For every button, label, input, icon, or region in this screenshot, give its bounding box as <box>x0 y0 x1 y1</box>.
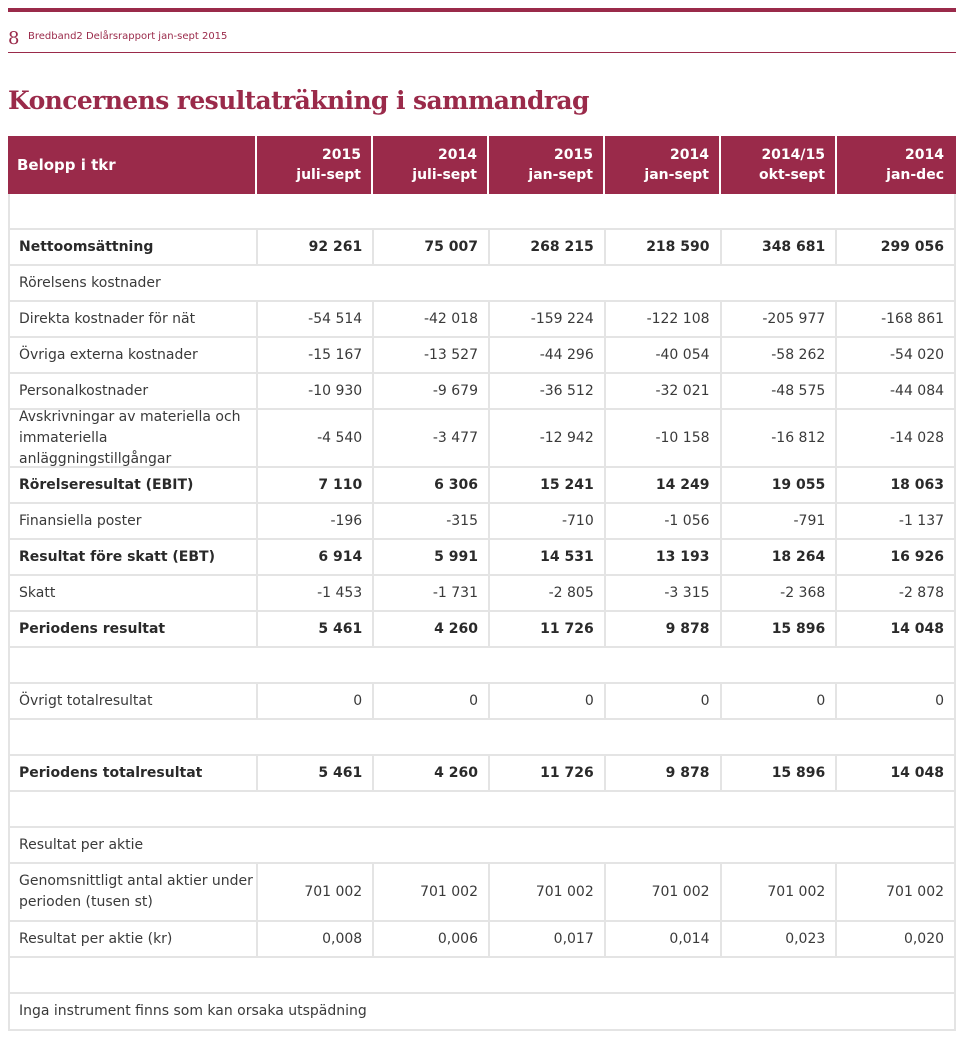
spacer-row <box>8 648 956 684</box>
row-value: 18 063 <box>890 477 945 493</box>
row-value: 701 002 <box>374 864 490 920</box>
row-value: 6 306 <box>374 468 490 502</box>
row-value: -791 <box>722 504 838 538</box>
row-value: 5 461 <box>258 612 374 646</box>
row-value: 0,008 <box>258 922 374 956</box>
spacer-row <box>8 720 956 756</box>
spacer-cell <box>10 194 954 228</box>
row-value: -168 861 <box>881 311 945 327</box>
row-label: Övrigt totalresultat <box>10 684 258 718</box>
table-row <box>8 302 956 338</box>
table-row <box>8 864 956 922</box>
spacer-row <box>8 792 956 828</box>
row-value: 14 048 <box>890 621 945 637</box>
row-value: -3 477 <box>374 410 490 466</box>
table-row <box>8 612 956 648</box>
row-value: 15 896 <box>722 756 838 790</box>
table-row <box>8 576 956 612</box>
row-value: -44 084 <box>889 383 945 399</box>
table-row <box>8 756 956 792</box>
row-value: -44 296 <box>490 338 606 372</box>
row-value: 4 260 <box>374 756 490 790</box>
row-value: -32 021 <box>606 374 722 408</box>
row-label: Nettoomsättning <box>10 230 258 264</box>
row-value: 75 007 <box>374 230 490 264</box>
row-value: -2 878 <box>898 585 945 601</box>
table-row <box>8 374 956 410</box>
spacer-row <box>8 958 956 994</box>
table-row <box>8 230 956 266</box>
row-value: -13 527 <box>374 338 490 372</box>
section-label: Rörelsens kostnader <box>19 274 161 291</box>
row-value: 18 264 <box>722 540 838 574</box>
row-value: -48 575 <box>722 374 838 408</box>
row-label: Periodens resultat <box>10 612 258 646</box>
row-label: Rörelseresultat (EBIT) <box>10 468 258 502</box>
top-accent-bar <box>8 8 956 12</box>
header-label: Belopp i tkr <box>8 136 257 194</box>
page-title: Koncernens resultaträkning i sammandrag <box>8 86 589 115</box>
column-header: 2014/15 okt-sept <box>721 136 837 194</box>
row-value: 19 055 <box>722 468 838 502</box>
row-label: Avskrivningar av materiella och immateriella anläggningstillgångar <box>10 410 258 466</box>
row-value: 218 590 <box>606 230 722 264</box>
row-value: -159 224 <box>490 302 606 336</box>
row-value: -1 056 <box>606 504 722 538</box>
row-value: 701 002 <box>886 884 945 900</box>
footnote-label: Inga instrument finns som kan orsaka utspädning <box>19 1003 367 1019</box>
row-value: -710 <box>490 504 606 538</box>
row-value: 0 <box>374 684 490 718</box>
row-label: Finansiella poster <box>10 504 258 538</box>
row-value: 0,020 <box>903 931 945 947</box>
row-value: 0,017 <box>490 922 606 956</box>
row-value: -1 137 <box>898 513 945 529</box>
section-row <box>8 828 956 864</box>
row-value: 6 914 <box>258 540 374 574</box>
table-row <box>8 410 956 468</box>
row-label: Övriga externa kostnader <box>10 338 258 372</box>
row-label: Skatt <box>10 576 258 610</box>
row-value: -36 512 <box>490 374 606 408</box>
row-value: 0 <box>490 684 606 718</box>
row-value: 9 878 <box>606 612 722 646</box>
row-label: Personalkostnader <box>10 374 258 408</box>
income-statement-table <box>8 136 956 1031</box>
row-value: -15 167 <box>258 338 374 372</box>
spacer-cell <box>10 720 954 754</box>
row-label: Resultat före skatt (EBT) <box>10 540 258 574</box>
table-row <box>8 684 956 720</box>
row-value: -205 977 <box>722 302 838 336</box>
row-value: 9 878 <box>606 756 722 790</box>
row-value: 701 002 <box>258 864 374 920</box>
row-value: 0 <box>722 684 838 718</box>
row-value: -2 368 <box>722 576 838 610</box>
row-value: 0,014 <box>606 922 722 956</box>
row-value: 14 531 <box>490 540 606 574</box>
row-value: -315 <box>374 504 490 538</box>
row-value: 16 926 <box>890 549 945 565</box>
row-value: 0 <box>258 684 374 718</box>
row-label: Periodens totalresultat <box>10 756 258 790</box>
spacer-cell <box>10 648 954 682</box>
row-label: Resultat per aktie (kr) <box>10 922 258 956</box>
footnote-row <box>8 994 956 1031</box>
row-value: -14 028 <box>889 430 945 446</box>
section-label: Resultat per aktie <box>19 836 144 853</box>
row-value: 701 002 <box>490 864 606 920</box>
row-value: -1 453 <box>258 576 374 610</box>
row-value: 299 056 <box>880 239 945 255</box>
column-header: 2014 juli-sept <box>373 136 489 194</box>
row-value: 5 461 <box>258 756 374 790</box>
row-value: 92 261 <box>258 230 374 264</box>
row-value: 268 215 <box>490 230 606 264</box>
row-value: 348 681 <box>722 230 838 264</box>
column-header: 2015 jan-sept <box>489 136 605 194</box>
row-value: -54 020 <box>889 347 945 363</box>
row-value: 15 241 <box>490 468 606 502</box>
row-value: -54 514 <box>258 302 374 336</box>
report-subtitle: Bredband2 Delårsrapport jan-sept 2015 <box>28 31 228 42</box>
page-header <box>8 26 956 53</box>
spacer-cell <box>10 958 954 992</box>
column-header: 2014 jan-sept <box>605 136 721 194</box>
row-value: 0 <box>935 693 945 709</box>
table-row <box>8 468 956 504</box>
row-value: 0,023 <box>722 922 838 956</box>
row-value: 701 002 <box>606 864 722 920</box>
table-row <box>8 338 956 374</box>
row-value: 14 048 <box>890 765 945 781</box>
row-value: 4 260 <box>374 612 490 646</box>
row-value: -196 <box>258 504 374 538</box>
row-value: 14 249 <box>606 468 722 502</box>
row-value: -4 540 <box>258 410 374 466</box>
row-value: 11 726 <box>490 756 606 790</box>
row-value: 7 110 <box>258 468 374 502</box>
row-value: 11 726 <box>490 612 606 646</box>
row-value: -40 054 <box>606 338 722 372</box>
row-value: 0,006 <box>374 922 490 956</box>
row-value: 13 193 <box>606 540 722 574</box>
row-value: -12 942 <box>490 410 606 466</box>
row-value: -1 731 <box>374 576 490 610</box>
row-value: -2 805 <box>490 576 606 610</box>
row-value: -9 679 <box>374 374 490 408</box>
page-number: 8 <box>8 28 20 49</box>
row-value: 0 <box>606 684 722 718</box>
spacer-row <box>8 194 956 230</box>
row-value: -10 158 <box>606 410 722 466</box>
row-value: -58 262 <box>722 338 838 372</box>
row-value: 701 002 <box>722 864 838 920</box>
table-row <box>8 922 956 958</box>
row-value: -122 108 <box>606 302 722 336</box>
column-header: 2015 juli-sept <box>257 136 373 194</box>
column-header: 2014 jan-dec <box>886 147 944 183</box>
row-value: -16 812 <box>722 410 838 466</box>
row-value: -3 315 <box>606 576 722 610</box>
spacer-cell <box>10 792 954 826</box>
section-row <box>8 266 956 302</box>
row-value: 15 896 <box>722 612 838 646</box>
row-label: Direkta kostnader för nät <box>10 302 258 336</box>
row-value: -42 018 <box>374 302 490 336</box>
table-row <box>8 504 956 540</box>
table-header-row <box>8 136 956 194</box>
table-row <box>8 540 956 576</box>
row-value: 5 991 <box>374 540 490 574</box>
row-value: -10 930 <box>258 374 374 408</box>
row-label: Genomsnittligt antal aktier under perioden (tusen st) <box>10 864 258 920</box>
